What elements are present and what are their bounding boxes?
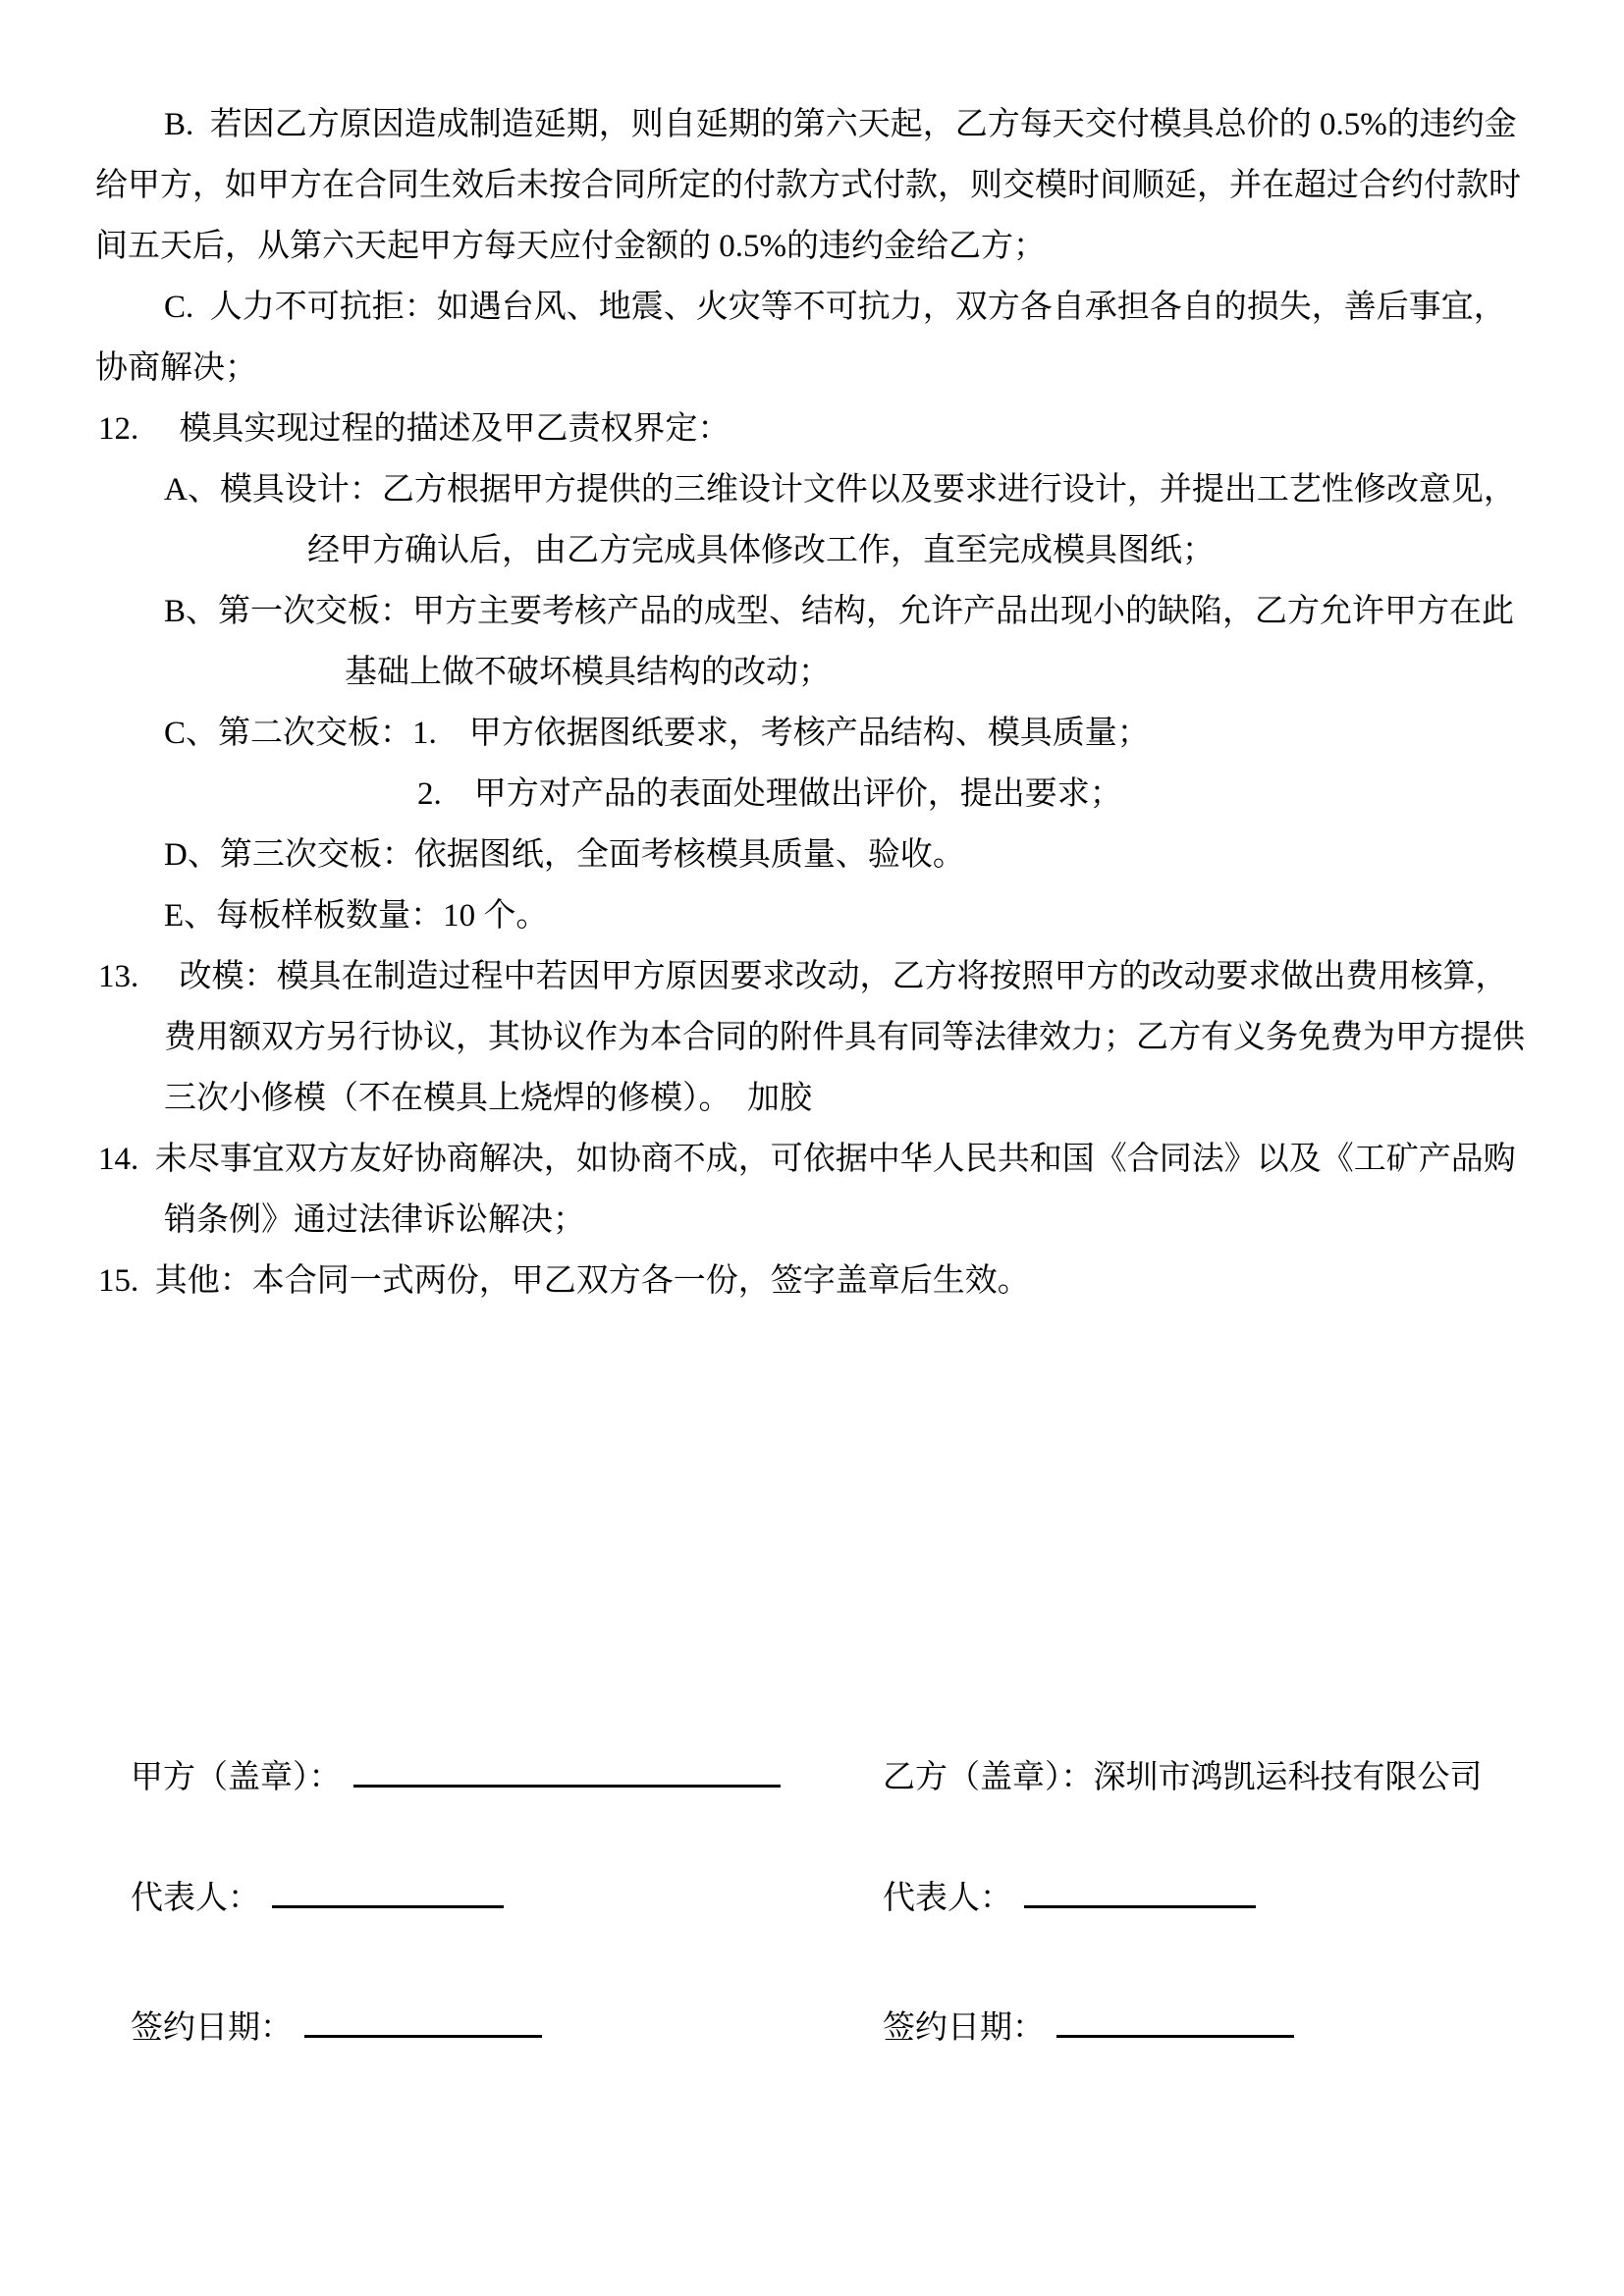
party-b-sign-date-blank xyxy=(1056,2035,1294,2038)
contract-line: E、每板样板数量：10 个。 xyxy=(164,898,549,934)
contract-line: C、第二次交板：1. 甲方依据图纸要求，考核产品结构、模具质量； xyxy=(164,716,1150,751)
party-b-representative-row xyxy=(850,1807,1256,1916)
contract-body xyxy=(0,94,1624,1311)
party-a-sign-date-label: 签约日期： xyxy=(131,2010,293,2046)
contract-line: 给甲方，如甲方在合同生效后未按合同所定的付款方式付款，则交模时间顺延，并在超过合约付款时 xyxy=(95,168,1521,203)
contract-line: 2. 甲方对产品的表面处理做出评价，提出要求； xyxy=(417,776,1122,812)
contract-line: 销条例》通过法律诉讼解决； xyxy=(164,1202,585,1238)
party-b-company-name: 深圳市鸿凯运科技有限公司 xyxy=(1093,1760,1483,1795)
party-b-sign-date-label: 签约日期： xyxy=(883,2010,1045,2046)
party-a-representative-label: 代表人： xyxy=(131,1881,260,1916)
party-b-sign-date-row xyxy=(850,1937,1294,2046)
contract-line: 费用额双方另行协议，其协议作为本合同的附件具有同等法律效力；乙方有义务免费为甲方提供 xyxy=(164,1020,1525,1055)
party-a-representative-row xyxy=(98,1807,504,1916)
contract-clause-13: 13. 改模：模具在制造过程中若因甲方原因要求改动，乙方将按照甲方的改动要求做出费用核算， xyxy=(98,959,1508,994)
contract-line: A、模具设计：乙方根据甲方提供的三维设计文件以及要求进行设计，并提出工艺性修改意见， xyxy=(164,472,1516,507)
party-a-seal-row xyxy=(98,1686,781,1795)
contract-line: 基础上做不破坏模具结构的改动； xyxy=(345,655,831,690)
party-a-sign-date-blank xyxy=(304,2035,542,2038)
party-a-seal-blank xyxy=(353,1785,781,1788)
contract-line: 经甲方确认后，由乙方完成具体修改工作，直至完成模具图纸； xyxy=(307,533,1215,568)
contract-line: 协商解决； xyxy=(95,350,257,386)
contract-clause-14: 14. 未尽事宜双方友好协商解决，如协商不成，可依据中华人民共和国《合同法》以及《工矿产品购 xyxy=(98,1142,1516,1177)
contract-clause-15: 15. 其他：本合同一式两份，甲乙双方各一份，签字盖章后生效。 xyxy=(98,1263,1030,1299)
party-b-representative-label: 代表人： xyxy=(883,1881,1012,1916)
contract-line: B. 若因乙方原因造成制造延期，则自延期的第六天起，乙方每天交付模具总价的 0.5%的违约金 xyxy=(164,107,1517,142)
contract-line: 三次小修模（不在模具上烧焊的修模）。 加胶 xyxy=(164,1081,812,1116)
contract-line: 间五天后，从第六天起甲方每天应付金额的 0.5%的违约金给乙方； xyxy=(95,229,1046,264)
contract-clause-12: 12. 模具实现过程的描述及甲乙责权界定： xyxy=(98,411,731,447)
contract-line: C. 人力不可抗拒：如遇台风、地震、火灾等不可抗力，双方各自承担各自的损失，善后事宜， xyxy=(164,290,1506,325)
party-a-seal-label: 甲方（盖章）： xyxy=(131,1760,342,1795)
party-b-seal-label: 乙方（盖章）： xyxy=(883,1760,1094,1795)
contract-line: B、第一次交板：甲方主要考核产品的成型、结构，允许产品出现小的缺陷，乙方允许甲方在此 xyxy=(164,594,1515,629)
party-a-sign-date-row xyxy=(98,1937,542,2046)
party-a-representative-blank xyxy=(272,1905,504,1908)
party-b-representative-blank xyxy=(1024,1905,1256,1908)
contract-line: D、第三次交板：依据图纸，全面考核模具质量、验收。 xyxy=(164,837,965,873)
party-b-seal-row xyxy=(850,1686,1483,1795)
